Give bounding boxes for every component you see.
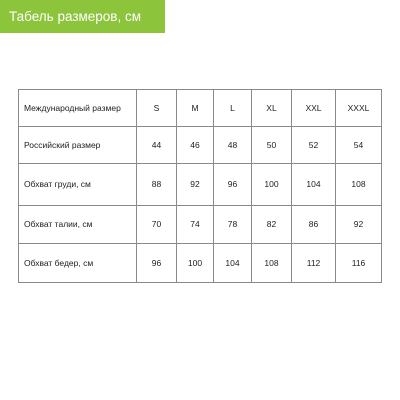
page-title: Табель размеров, см (0, 0, 165, 33)
table-cell: 54 (336, 127, 382, 164)
table-cell: 50 (252, 127, 292, 164)
table-cell: 82 (252, 206, 292, 244)
table-row-international-size (19, 90, 382, 127)
table-cell: 96 (214, 164, 252, 206)
table-cell: 108 (252, 244, 292, 283)
table-cell: 88 (137, 164, 177, 206)
row-label-waist: Обхват талии, см (19, 206, 137, 244)
table-cell: 92 (177, 164, 214, 206)
table-cell: 46 (177, 127, 214, 164)
cell-size-m: M (177, 90, 214, 127)
table-row-chest (19, 164, 382, 206)
cell-size-xl: XL (252, 90, 292, 127)
table-cell: 48 (214, 127, 252, 164)
row-label-hips: Обхват бедер, см (19, 244, 137, 283)
table-row-hips (19, 244, 382, 283)
table-row-russian-size (19, 127, 382, 164)
table-cell: 104 (214, 244, 252, 283)
table-cell: 52 (292, 127, 336, 164)
table-cell: 108 (336, 164, 382, 206)
table-cell: 112 (292, 244, 336, 283)
cell-size-l: L (214, 90, 252, 127)
row-label-international-size: Международный размер (19, 90, 137, 127)
row-label-chest: Обхват груди, см (19, 164, 137, 206)
table-cell: 100 (177, 244, 214, 283)
table-row-waist (19, 206, 382, 244)
table-cell: 100 (252, 164, 292, 206)
cell-size-xxxl: XXXL (336, 90, 382, 127)
cell-size-s: S (137, 90, 177, 127)
size-chart-table (18, 89, 382, 283)
table-cell: 86 (292, 206, 336, 244)
table-cell: 78 (214, 206, 252, 244)
table-cell: 92 (336, 206, 382, 244)
table-cell: 70 (137, 206, 177, 244)
table-cell: 96 (137, 244, 177, 283)
table-cell: 44 (137, 127, 177, 164)
cell-size-xxl: XXL (292, 90, 336, 127)
row-label-russian-size: Российский размер (19, 127, 137, 164)
table-cell: 116 (336, 244, 382, 283)
table-cell: 104 (292, 164, 336, 206)
table-cell: 74 (177, 206, 214, 244)
